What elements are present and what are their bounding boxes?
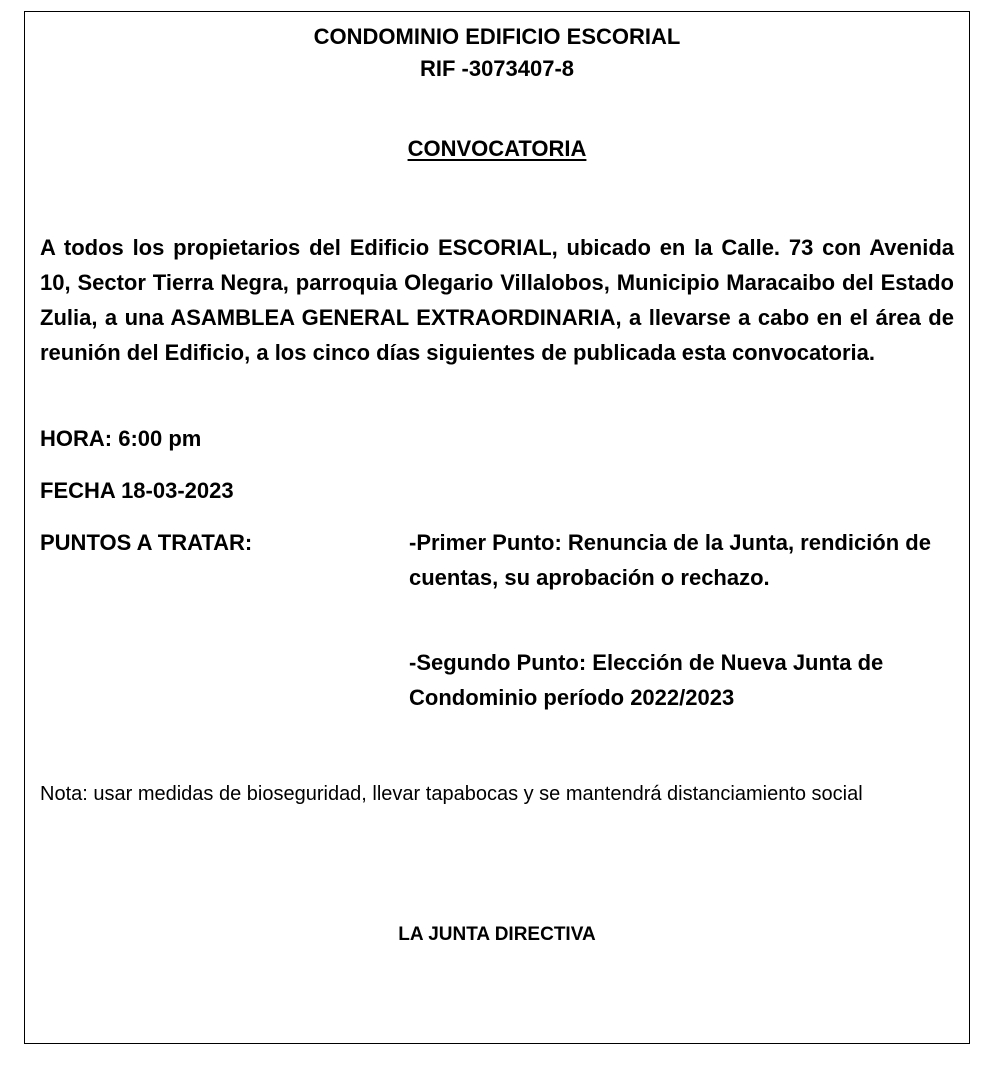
- signature-line: LA JUNTA DIRECTIVA: [398, 924, 596, 945]
- agenda-label: PUNTOS A TRATAR:: [40, 530, 253, 555]
- agenda-item: -Primer Punto: Renuncia de la Junta, rendición de cuentas, su aprobación o rechazo.: [409, 530, 931, 590]
- organization-name: CONDOMINIO EDIFICIO ESCORIAL: [313, 24, 681, 49]
- note-text: Nota: usar medidas de bioseguridad, llevar tapabocas y se mantendrá distanciamiento social: [40, 783, 863, 805]
- document-title-text: CONVOCATORIA: [407, 136, 587, 161]
- convocation-paragraph: A todos los propietarios del Edificio ESCORIAL, ubicado en la Calle. 73 con Avenida 10, Sector Tierra Negra, parroquia Olegario Villalobos, Municipio Maracaibo del Estado Zulia, a una ASAMBLEA GENERAL EXTRAORDINARIA, a llevarse a cabo en el área de reunión del Edificio, a los cinco días siguientes de publicada esta convocatoria.: [40, 235, 954, 365]
- rif-number: RIF -3073407-8: [419, 56, 575, 81]
- document-title: [24, 135, 970, 163]
- meeting-date: FECHA 18-03-2023: [40, 478, 234, 503]
- meeting-time: HORA: 6:00 pm: [40, 426, 202, 451]
- agenda-item: -Segundo Punto: Elección de Nueva Junta de Condominio período 2022/2023: [409, 650, 884, 710]
